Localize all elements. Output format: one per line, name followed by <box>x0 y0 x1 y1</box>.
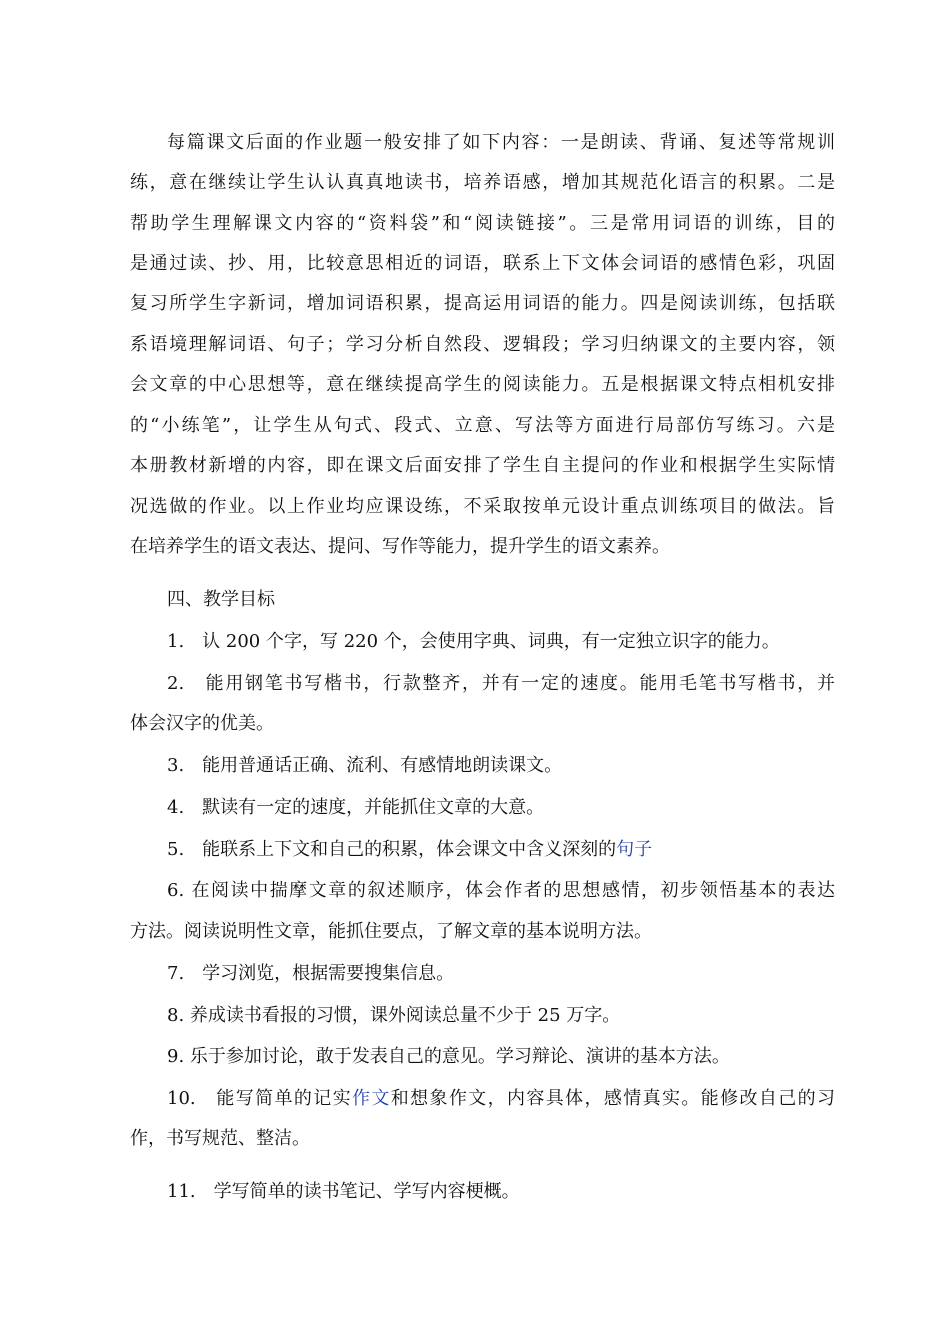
paragraph-line: 本册教材新增的内容，即在课文后面安排了学生自主提问的作业和根据学生实际情 <box>130 455 835 476</box>
paragraph-line: 帮助学生理解课文内容的“资料袋”和“阅读链接”。三是常用词语的训练，目的 <box>130 213 835 234</box>
goal-item-8: 8. 养成读书看报的习惯，课外阅读总量不少于 25 万字。 <box>167 1005 621 1026</box>
goal-item-7: 7. 学习浏览，根据需要搜集信息。 <box>167 963 455 984</box>
paragraph-line: 系语境理解词语、句子；学习分析自然段、逻辑段；学习归纳课文的主要内容，领 <box>130 334 835 355</box>
goal-item-5-text: 5. 能联系上下文和自己的积累，体会课文中含义深刻的 <box>167 839 617 860</box>
goal-item-2: 2. 能用钢笔书写楷书，行款整齐，并有一定的速度。能用毛笔书写楷书，并 <box>167 673 835 694</box>
paragraph-line: 会文章的中心思想等，意在继续提高学生的阅读能力。五是根据课文特点相机安排 <box>130 374 835 395</box>
goal-item-1: 1. 认 200 个字，写 220 个，会使用字典、词典，有一定独立识字的能力。 <box>167 631 780 652</box>
paragraph-line: 况选做的作业。以上作业均应课设练，不采取按单元设计重点训练项目的做法。旨 <box>130 496 835 517</box>
paragraph-line: 复习所学生字新词，增加词语积累，提高运用词语的能力。四是阅读训练，包括联 <box>130 293 835 314</box>
goal-item-11: 11. 学写简单的读书笔记、学写内容梗概。 <box>167 1181 520 1202</box>
goal-item-4: 4. 默读有一定的速度，并能抓住文章的大意。 <box>167 797 545 818</box>
goal-item-6: 6. 在阅读中揣摩文章的叙述顺序，体会作者的思想感情，初步领悟基本的表达 <box>167 880 835 901</box>
goal-item-10-text-b: 和想象作文，内容具体，感情真实。能修改自己的习 <box>390 1088 835 1109</box>
goal-item-10-text-a: 10. 能写简单的记实 <box>167 1088 352 1109</box>
composition-link[interactable]: 作文 <box>352 1088 391 1109</box>
paragraph-line: 在培养学生的语文表达、提问、写作等能力，提升学生的语文素养。 <box>130 536 670 557</box>
goal-item-3: 3. 能用普通话正确、流利、有感情地朗读课文。 <box>167 755 563 776</box>
goal-item-10-cont: 作，书写规范、整洁。 <box>130 1128 310 1149</box>
sentence-link[interactable]: 句子 <box>616 839 653 860</box>
paragraph-line: 练，意在继续让学生认认真真地读书，培养语感，增加其规范化语言的积累。二是 <box>130 172 835 193</box>
goal-item-5 <box>167 836 835 864</box>
paragraph-line: 的“小练笔”，让学生从句式、段式、立意、写法等方面进行局部仿写练习。六是 <box>130 415 835 436</box>
goal-item-2-cont: 体会汉字的优美。 <box>130 713 274 734</box>
paragraph-line: 是通过读、抄、用，比较意思相近的词语，联系上下文体会词语的感情色彩，巩固 <box>130 253 835 274</box>
goal-item-10 <box>167 1085 835 1113</box>
goal-item-9: 9. 乐于参加讨论，敢于发表自己的意见。学习辩论、演讲的基本方法。 <box>167 1046 730 1067</box>
paragraph-line: 每篇课文后面的作业题一般安排了如下内容：一是朗读、背诵、复述等常规训 <box>167 132 835 153</box>
goal-item-6-cont: 方法。阅读说明性文章，能抓住要点，了解文章的基本说明方法。 <box>130 921 652 942</box>
section-heading: 四、教学目标 <box>167 589 275 610</box>
